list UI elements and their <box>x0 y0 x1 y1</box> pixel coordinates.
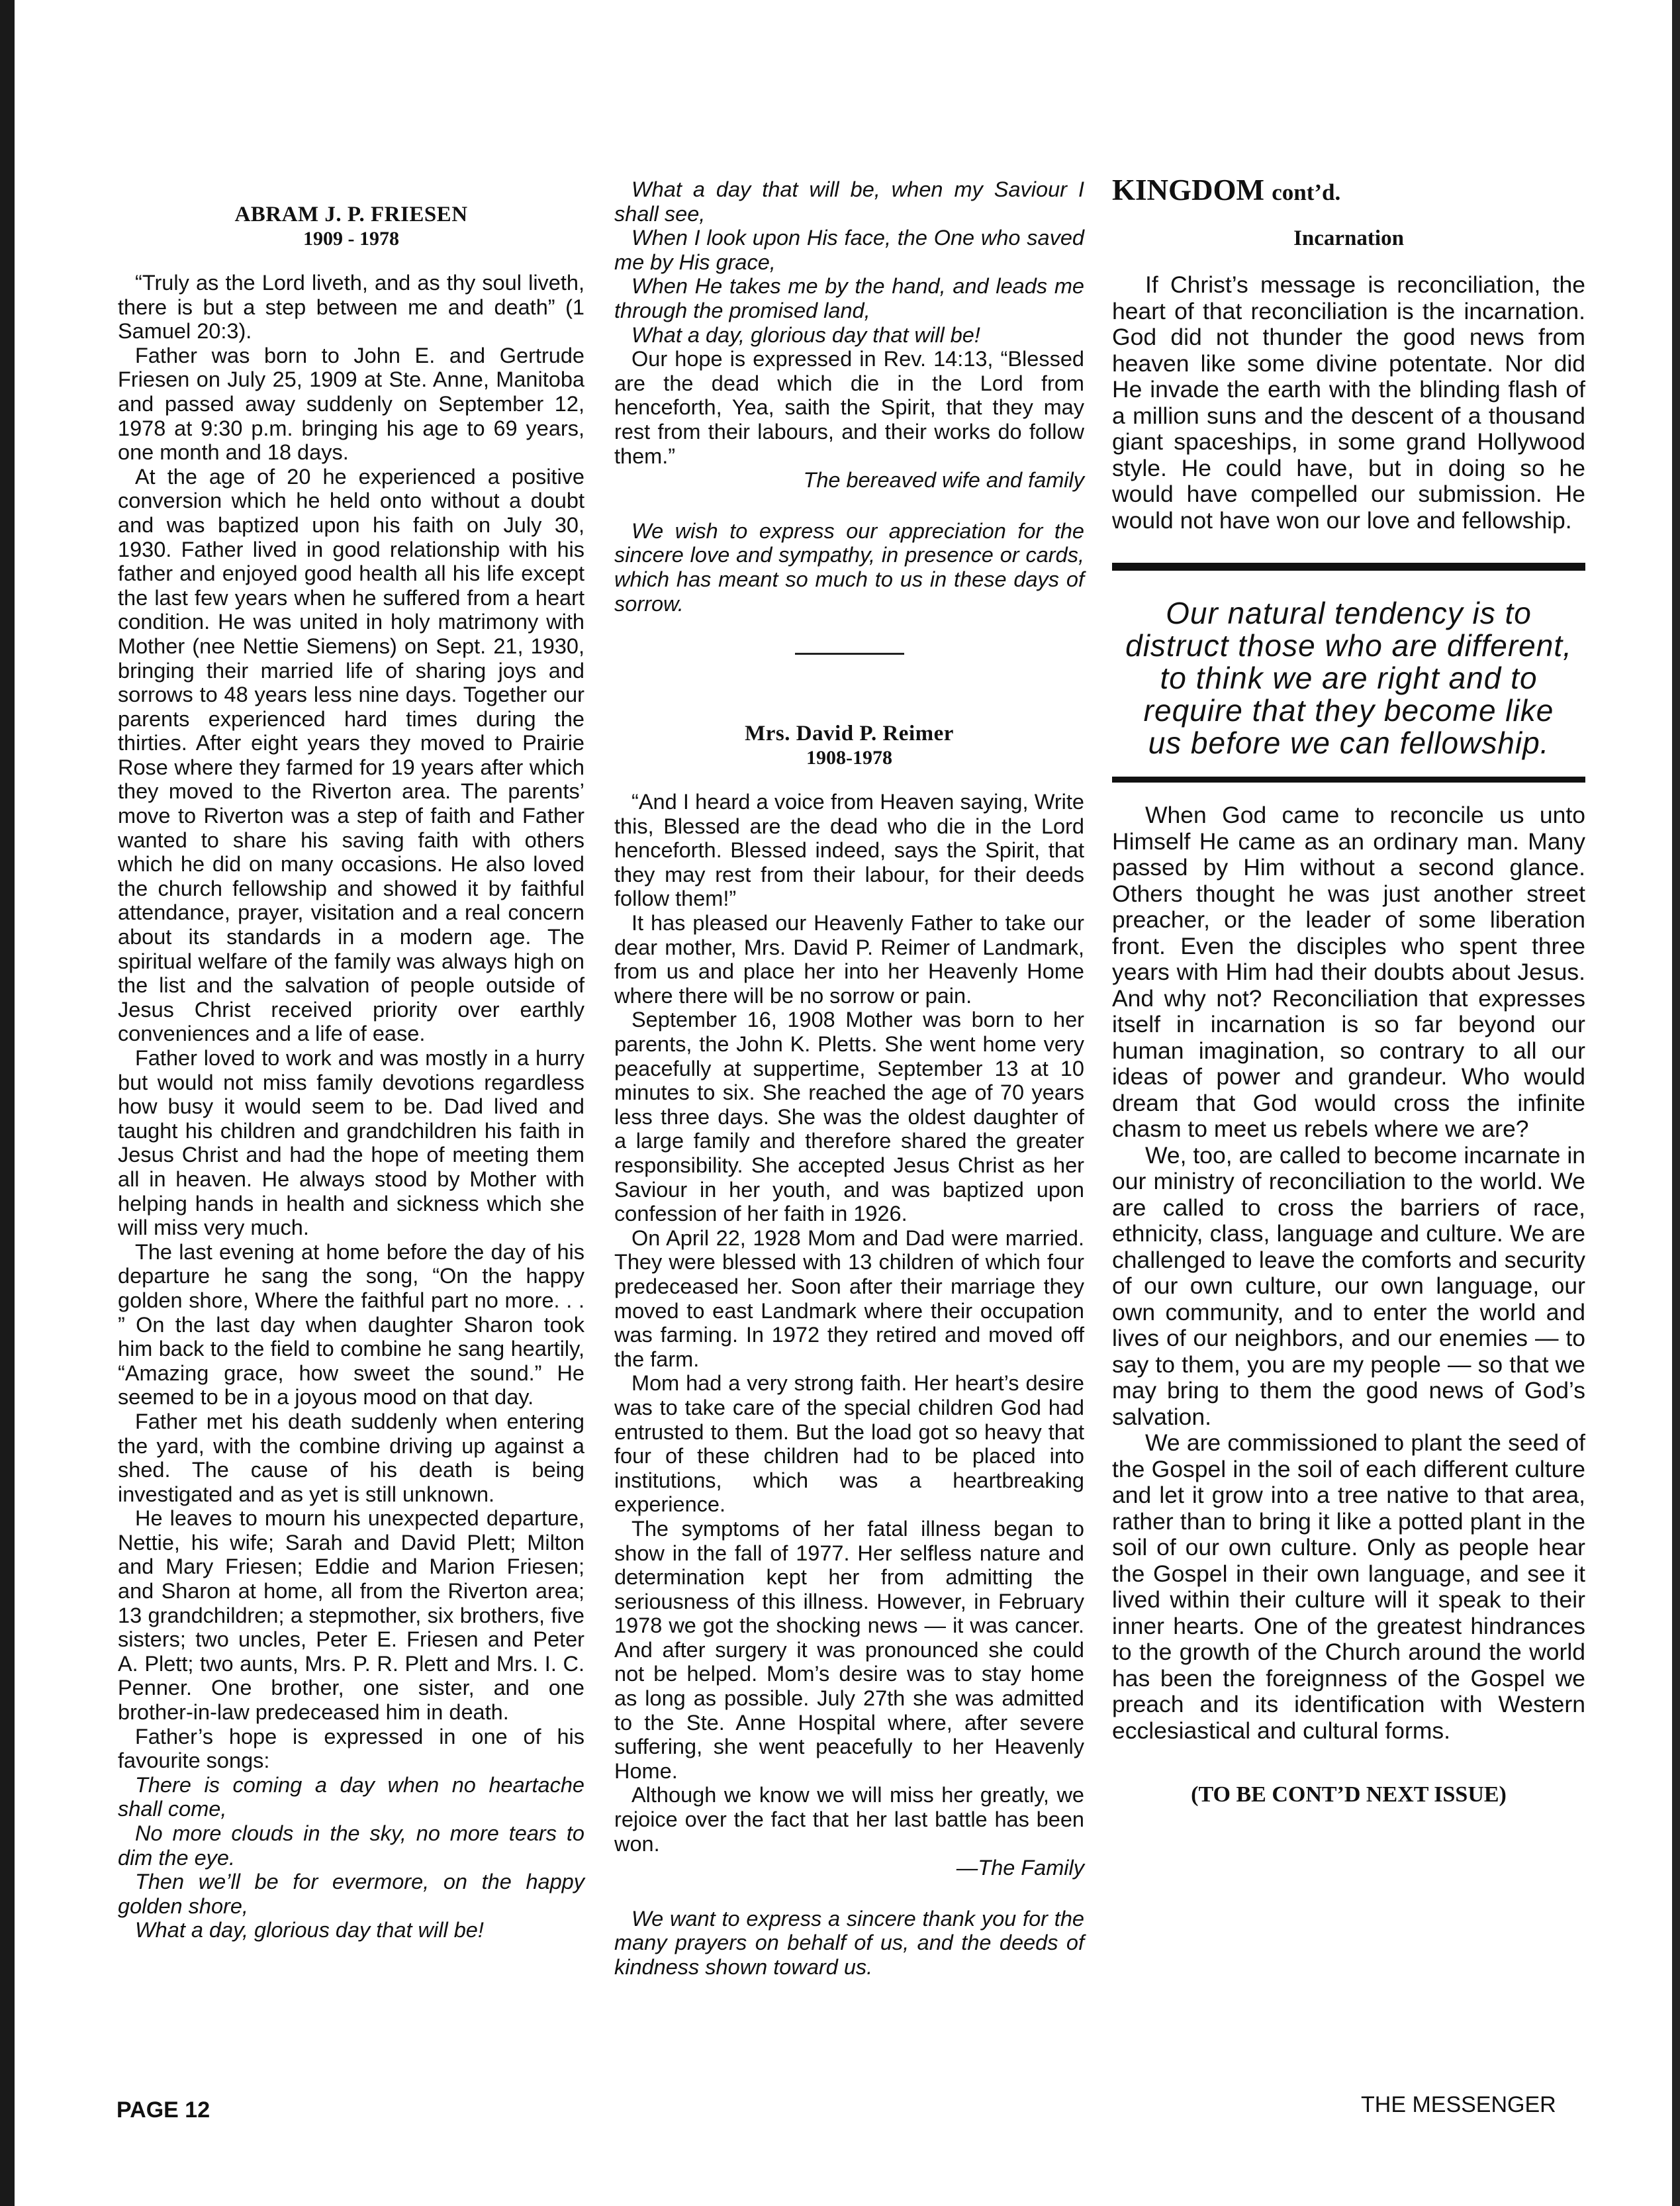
signature: The bereaved wife and family <box>803 468 1084 493</box>
song-line: No more clouds in the sky, no more tears to dim the eye. <box>118 1821 584 1870</box>
thanks-note: We want to express a sincere thank you for the many prayers on behalf of us, and the deeds of kindness shown toward us. <box>614 1906 1084 1979</box>
paragraph: “Truly as the Lord liveth, and as thy soul liveth, there is but a step between me and death” (1 Samuel 20:3). <box>118 271 584 344</box>
song-line: When He takes me by the hand, and leads me through the promised land, <box>614 274 1084 322</box>
paragraph: If Christ’s message is reconciliation, the heart of that reconciliation is the incarnation. God did not thunder the good news from heaven like some divine potentate. Nor did He invade the earth with the blinding flash of a million suns and the descent of a thousand giant spaceships, in some grand Hollywood style. He could have, but in doing so he would have compelled our submission. He would not have won our love and fellowship. <box>1112 271 1585 534</box>
song-line: Then we’ll be for evermore, on the happy golden shore, <box>118 1870 584 1918</box>
paragraph: Father’s hope is expressed in one of his favourite songs: <box>118 1724 584 1773</box>
article-heading <box>1112 173 1585 209</box>
page-number: PAGE 12 <box>117 2097 210 2123</box>
page-edge-right <box>1672 0 1680 2206</box>
article-continued-label: cont’d. <box>1272 179 1341 205</box>
paragraph: It has pleased our Heavenly Father to take our dear mother, Mrs. David P. Reimer of Landmark, from us and place her into her Heavenly Home where there will be no sorrow or pain. <box>614 911 1084 1008</box>
paragraph: Father met his death suddenly when entering the yard, with the combine driving up against a shed. The cause of his death is being investigated and as yet is still unknown. <box>118 1409 584 1506</box>
paragraph: When God came to reconcile us unto Himself He came as an ordinary man. Many passed by Him without a second glance. Others thought he was just another street preacher, or the leader of some liberation front. Even the disciples who spent three years with Him had their doubts about Jesus. And why not? Reconciliation that expresses itself in incarnation is so far beyond our human imagination, so contrary to all our ideas of power and grandeur. Who would dream that God would cross the infinite chasm to meet us rebels where we are? <box>1112 802 1585 1142</box>
publication-name: THE MESSENGER <box>1361 2092 1556 2117</box>
song-line: What a day that will be, when my Saviour I shall see, <box>614 177 1084 226</box>
obituary-years: 1909 - 1978 <box>303 228 399 250</box>
paragraph: On April 22, 1928 Mom and Dad were married. They were blessed with 13 children of which four predeceased her. Soon after their marriage they moved to east Landmark where their occupation was farming. In 1972 they retired and moved off the farm. <box>614 1225 1084 1371</box>
divider <box>795 653 904 655</box>
paragraph: Although we know we will miss her greatly, we rejoice over the fact that her last battle has been won. <box>614 1783 1084 1856</box>
article-title: KINGDOM <box>1112 173 1264 207</box>
column-1 <box>118 202 584 1942</box>
paragraph: “And I heard a voice from Heaven saying, Write this, Blessed are the dead who die in the Lord henceforth. Blessed indeed, says the Spirit, that they may rest from their labour, for their deeds follow them!” <box>614 790 1084 911</box>
obituary-title: ABRAM J. P. FRIESEN <box>234 203 468 226</box>
song-line: When I look upon His face, the One who saved me by His grace, <box>614 226 1084 274</box>
paragraph: The last evening at home before the day of his departure he sang the song, “On the happy golden shore, Where the faithful part no more. . . ” On the last day when daughter Sharon took him back to the field to combine he sang heartily, “Amazing grace, how sweet the sound.” He seemed to be in a joyous mood on that day. <box>118 1239 584 1410</box>
paragraph: At the age of 20 he experienced a positive conversion which he held onto without a doubt and was baptized upon his faith on July 30, 1930. Father lived in good relationship with his father and enjoyed good health all his life except the last few years when he suffered from a heart condition. He was united in holy matrimony with Mother (nee Nettie Siemens) on Sept. 21, 1930, bringing their married life of sharing joys and sorrows to 48 years less nine days. Together our parents experienced hard times during the thirties. After eight years they moved to Prairie Rose where they farmed for 19 years after which they moved to the Riverton area. The parents’ move to Riverton was a step of faith and Father wanted to share his saving faith with others which he did on many occasions. He also loved the church fellowship and showed it by faithful attendance, prayer, visitation and a real concern about its standards in a modern age. The spiritual welfare of the family was always high on the list and the salvation of people outside of Jesus Christ received priority over earthly conveniences and a life of ease. <box>118 464 584 1046</box>
obituary-title: Mrs. David P. Reimer <box>745 722 954 746</box>
song-line: There is coming a day when no heartache shall come, <box>118 1772 584 1821</box>
paragraph: Father was born to John E. and Gertrude Friesen on July 25, 1909 at Ste. Anne, Manitoba and passed away suddenly on September 12, 1978 at 9:30 p.m. bringing his age to 69 years, one month and 18 days. <box>118 343 584 465</box>
thanks-note: We wish to express our appreciation for the sincere love and sympathy, in presence or cards, which has meant so much to us in these days of sorrow. <box>614 518 1084 616</box>
song-line: What a day, glorious day that will be! <box>135 1918 484 1942</box>
article-body <box>1112 802 1585 1744</box>
paragraph: Mom had a very strong faith. Her heart’s desire was to take care of the special children God had entrusted to them. But the load got so heavy that four of these children had to be placed into institutions, which was a heartbreaking experience. <box>614 1371 1084 1517</box>
paragraph: The symptoms of her fatal illness began to show in the fall of 1977. Her selfless nature and determination kept her from admitting the seriousness of this illness. However, in February 1978 we got the shocking news — it was cancer. And after surgery it was pronounced she could not be helped. Mom’s desire was to stay home as long as possible. July 27th she was admitted to the Ste. Anne Hospital where, after severe suffering, she went peacefully to her Heavenly Home. <box>614 1516 1084 1783</box>
signature: —The Family <box>956 1856 1084 1880</box>
obituary-body <box>118 271 584 1942</box>
paragraph: September 16, 1908 Mother was born to her parents, the John K. Pletts. She went home very peacefully at suppertime, September 13 at 10 minutes to six. She reached the age of 70 years less three days. She was the oldest daughter of a large family and therefore shared the greater responsibility. She accepted Jesus Christ as her Saviour in her youth, and was baptized upon confession of her faith in 1926. <box>614 1008 1084 1226</box>
continued-notice: (TO BE CONT’D NEXT ISSUE) <box>1191 1782 1507 1807</box>
article-intro <box>1112 272 1585 534</box>
obituary-continued <box>614 177 1084 616</box>
obituary-body <box>614 790 1084 1980</box>
section-heading: Incarnation <box>1293 226 1404 250</box>
paragraph: We, too, are called to become incarnate in our ministry of reconciliation to the world. We are called to cross the barriers of race, ethnicity, class, language and culture. We are challenged to leave the comforts and security of our own culture, our own language, our own community, and to enter the world and lives of our neighbors, and our enemies — to say to them, you are my people — so that we may bring to them the good news of God’s salvation. <box>1112 1141 1585 1430</box>
column-3 <box>1112 173 1585 1807</box>
paragraph: Father loved to work and was mostly in a hurry but would not miss family devotions regardless how busy it would seem to be. Dad lived and taught his children and grandchildren his faith in Jesus Christ and had the hope of meeting them all in heaven. He always stood by Mother with helping hands in health and sickness which she will miss very much. <box>118 1046 584 1240</box>
pull-quote-rule-top <box>1112 563 1585 571</box>
paragraph: Our hope is expressed in Rev. 14:13, “Blessed are the dead which die in the Lord from henceforth, Yea, saith the Spirit, that they may rest from their labours, and their works do follow them.” <box>614 347 1084 468</box>
page-edge-left <box>0 0 15 2206</box>
pull-quote-rule-bottom <box>1112 777 1585 783</box>
paragraph: He leaves to mourn his unexpected departure, Nettie, his wife; Sarah and David Plett; Milton and Mary Friesen; Eddie and Marion Friesen; and Sharon at home, all from the Riverton area; 13 grandchildren; a stepmother, six brothers, five sisters; two uncles, Peter E. Friesen and Peter A. Plett; two aunts, Mrs. P. R. Plett and Mrs. I. C. Penner. One brother, one sister, and one brother-in-law predeceased him in death. <box>118 1506 584 1725</box>
paragraph: We are commissioned to plant the seed of the Gospel in the soil of each different culture and let it grow into a tree native to that area, rather than to bring it like a potted plant in the soil of our own culture. Only as people hear the Gospel in their own language, and see it lived within their culture will it speak to their inner hearts. One of the greatest hindrances to the growth of the Church around the world has been the foreignness of the Gospel we preach and its identification with Western ecclesiastical and cultural forms. <box>1112 1429 1585 1744</box>
column-2 <box>614 177 1084 1980</box>
song-line: What a day, glorious day that will be! <box>631 322 980 347</box>
obituary-years: 1908-1978 <box>806 747 892 769</box>
pull-quote: Our natural tendency is to distruct those who are different, to think we are right and to require that they become like us before we can fellowship. <box>1125 596 1572 760</box>
